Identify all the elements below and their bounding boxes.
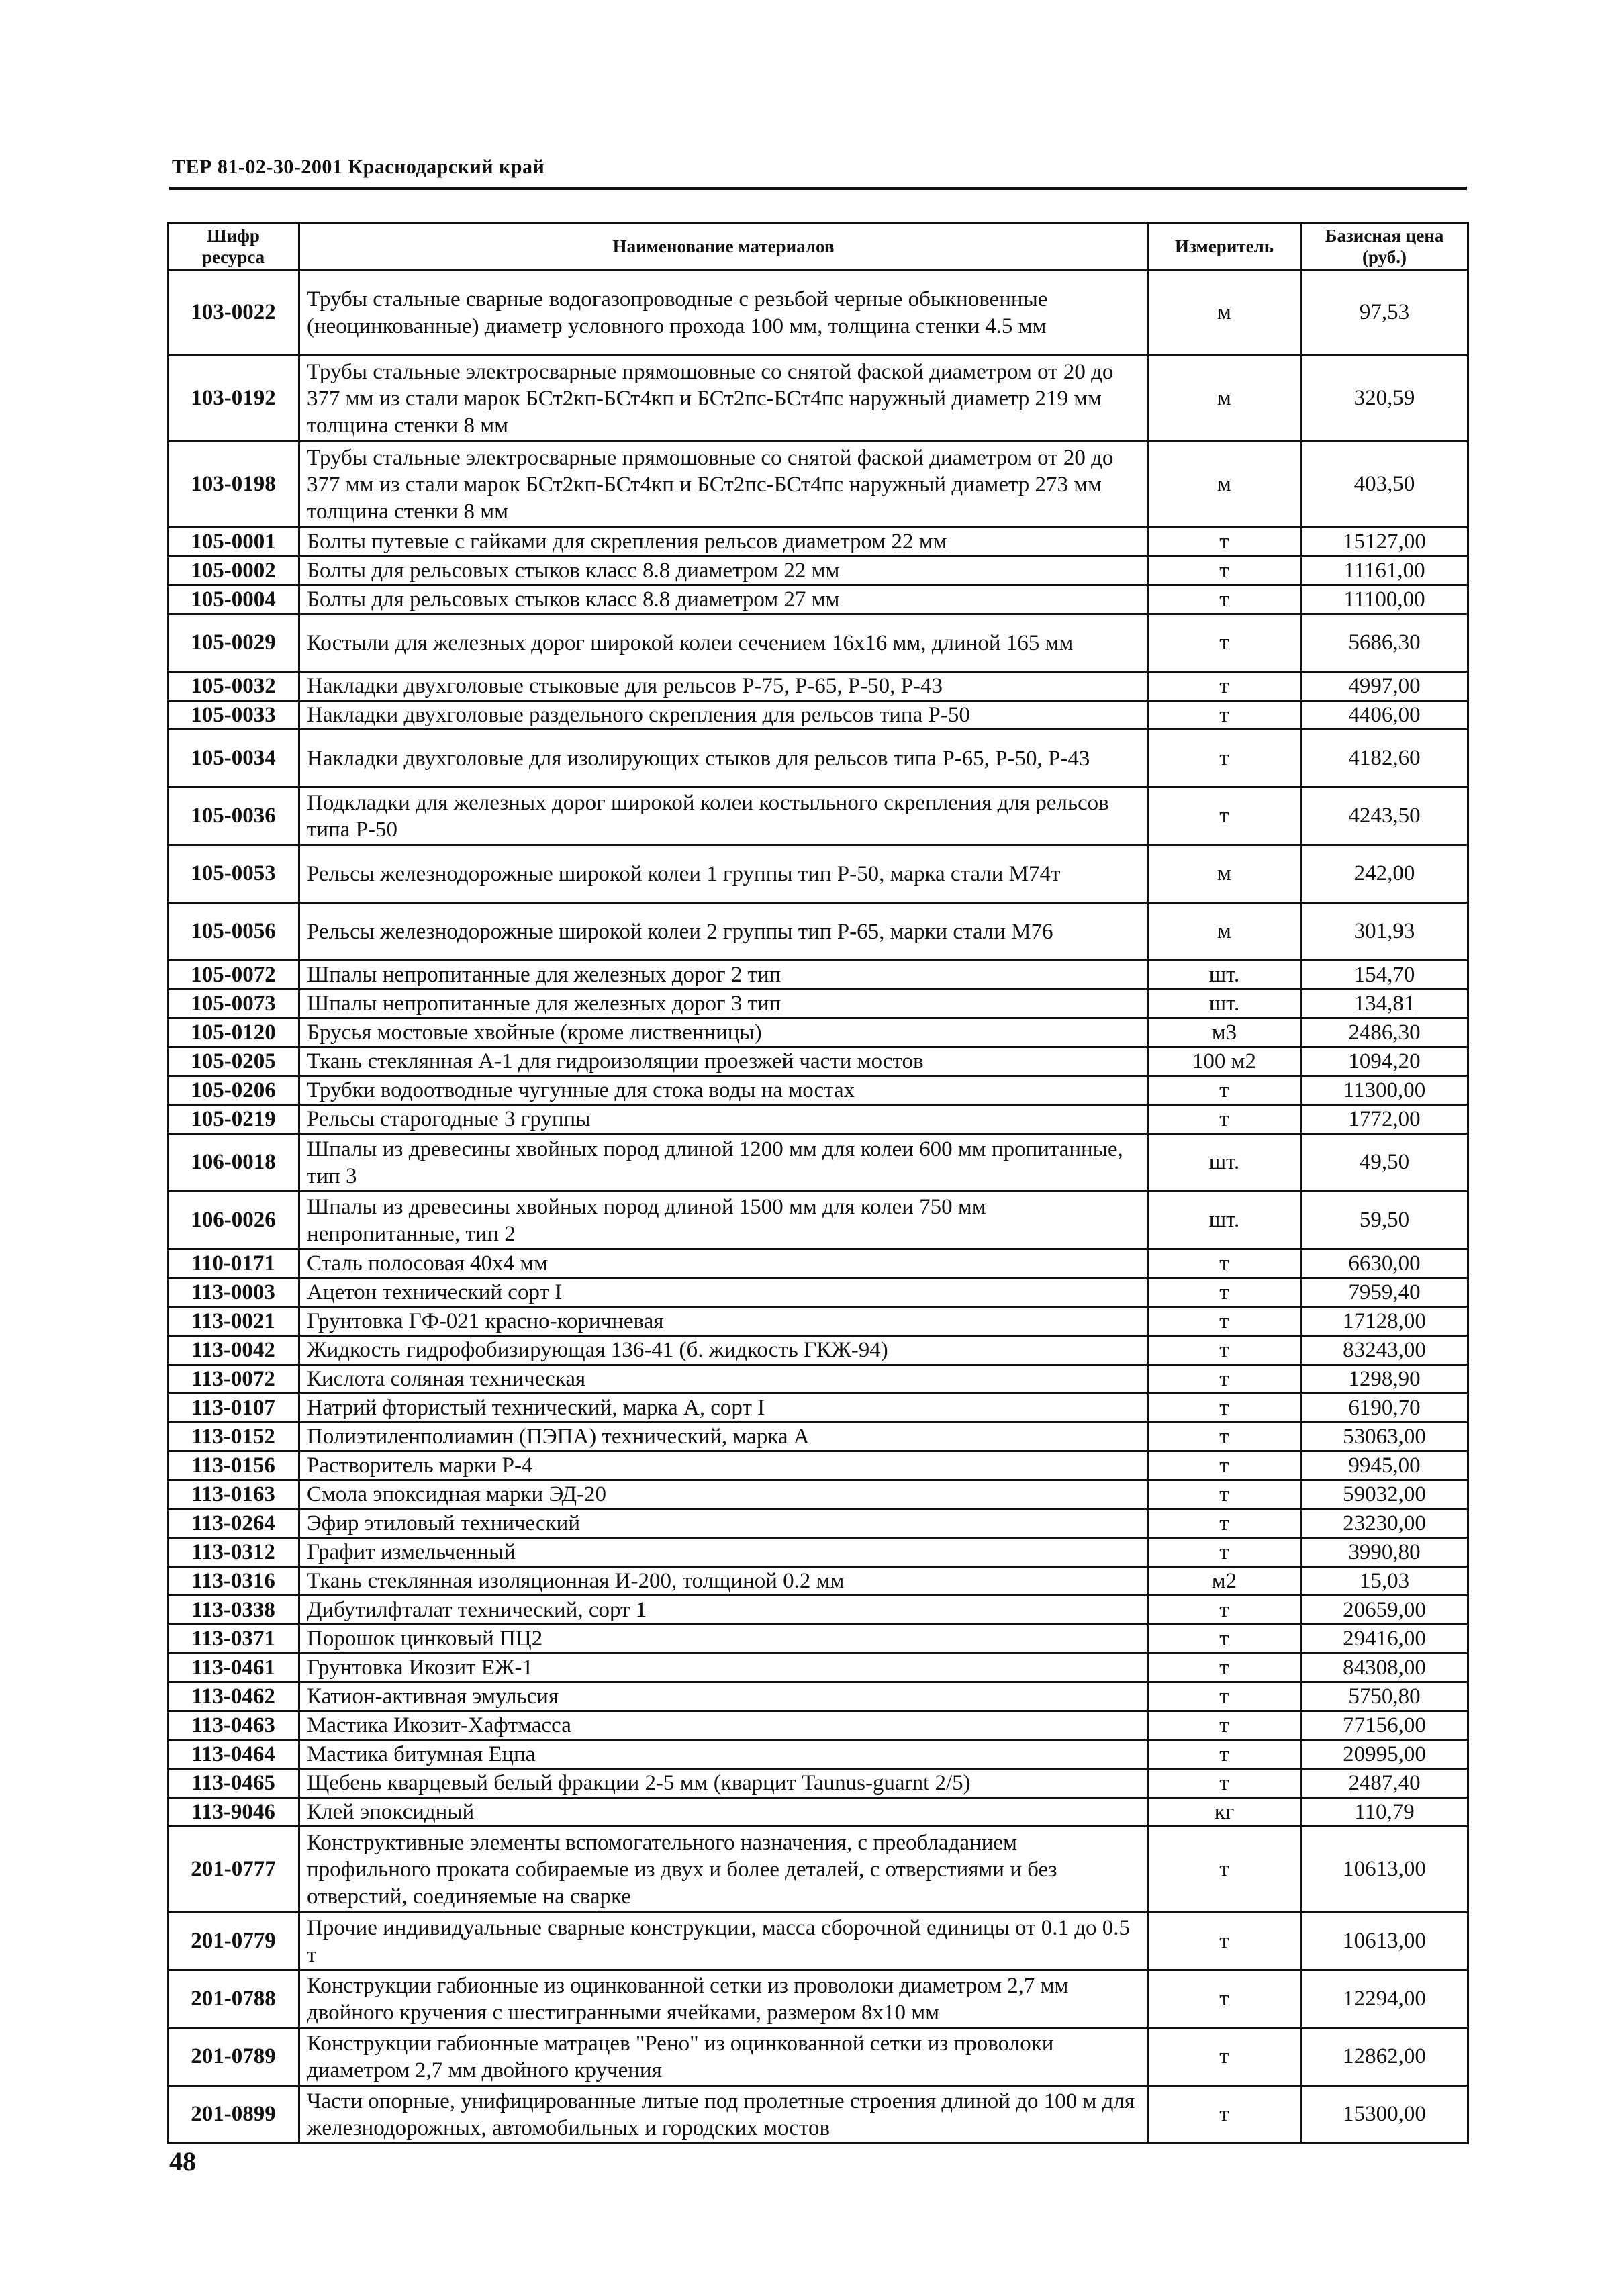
table-row — [168, 1192, 1468, 1249]
row-code: 105-0205 — [168, 1047, 299, 1076]
row-unit: т — [1148, 1913, 1301, 1970]
row-price: 17128,00 — [1301, 1307, 1468, 1336]
row-unit: м — [1148, 845, 1301, 903]
row-name: Накладки двухголовые раздельного скрепления для рельсов типа Р-50 — [299, 701, 1148, 730]
row-code: 201-0779 — [168, 1913, 299, 1970]
row-code: 113-0072 — [168, 1365, 299, 1394]
row-name: Графит измельченный — [299, 1538, 1148, 1567]
table-row — [168, 701, 1468, 730]
row-code: 113-0463 — [168, 1711, 299, 1740]
header-rule — [169, 187, 1467, 190]
row-unit: т — [1148, 1394, 1301, 1423]
row-unit: м3 — [1148, 1018, 1301, 1047]
row-name: Грунтовка Икозит ЕЖ-1 — [299, 1654, 1148, 1682]
row-unit: т — [1148, 1480, 1301, 1509]
row-code: 105-0034 — [168, 730, 299, 787]
row-price: 83243,00 — [1301, 1336, 1468, 1365]
row-code: 113-0464 — [168, 1740, 299, 1769]
row-price: 20995,00 — [1301, 1740, 1468, 1769]
row-unit: т — [1148, 1105, 1301, 1134]
row-code: 113-0316 — [168, 1567, 299, 1596]
row-code: 113-9046 — [168, 1798, 299, 1827]
row-name: Сталь полосовая 40х4 мм — [299, 1249, 1148, 1278]
table-row — [168, 1509, 1468, 1538]
row-code: 110-0171 — [168, 1249, 299, 1278]
table-row — [168, 1423, 1468, 1451]
row-name: Конструкции габионные матрацев "Рено" из оцинкованной сетки из проволоки диаметром 2,7 мм двойного кручения — [299, 2028, 1148, 2086]
row-price: 77156,00 — [1301, 1711, 1468, 1740]
row-unit: т — [1148, 1307, 1301, 1336]
row-code: 105-0001 — [168, 528, 299, 557]
table-row — [168, 1596, 1468, 1625]
table-row — [168, 585, 1468, 614]
row-code: 103-0192 — [168, 356, 299, 442]
table-row — [168, 845, 1468, 903]
table-row — [168, 1625, 1468, 1654]
row-name: Рельсы старогодные 3 группы — [299, 1105, 1148, 1134]
table-row — [168, 1538, 1468, 1567]
row-unit: шт. — [1148, 961, 1301, 990]
row-price: 4997,00 — [1301, 672, 1468, 701]
row-name: Щебень кварцевый белый фракции 2-5 мм (кварцит Taunus-guarnt 2/5) — [299, 1769, 1148, 1798]
row-price: 403,50 — [1301, 442, 1468, 528]
table-row — [168, 1307, 1468, 1336]
row-unit: м — [1148, 903, 1301, 961]
row-unit: т — [1148, 1423, 1301, 1451]
row-unit: т — [1148, 1827, 1301, 1913]
row-name: Порошок цинковый ПЦ2 — [299, 1625, 1148, 1654]
row-name: Брусья мостовые хвойные (кроме лиственницы) — [299, 1018, 1148, 1047]
row-name: Дибутилфталат технический, сорт 1 — [299, 1596, 1148, 1625]
row-code: 105-0029 — [168, 614, 299, 672]
row-unit: т — [1148, 1740, 1301, 1769]
row-price: 5750,80 — [1301, 1682, 1468, 1711]
table-row — [168, 1798, 1468, 1827]
row-price: 6630,00 — [1301, 1249, 1468, 1278]
table-row — [168, 442, 1468, 528]
row-code: 105-0056 — [168, 903, 299, 961]
row-name: Конструктивные элементы вспомогательного назначения, с преобладанием профильного проката собираемые из двух и более деталей, с отверстиями и без отверстий, соединяемые на сварке — [299, 1827, 1148, 1913]
table-row — [168, 1769, 1468, 1798]
table-row — [168, 1451, 1468, 1480]
document-header: ТЕР 81-02-30-2001 Краснодарский край — [172, 156, 545, 178]
row-code: 113-0338 — [168, 1596, 299, 1625]
row-name: Накладки двухголовые для изолирующих стыков для рельсов типа Р-65, Р-50, Р-43 — [299, 730, 1148, 787]
row-code: 113-0264 — [168, 1509, 299, 1538]
row-name: Ацетон технический сорт I — [299, 1278, 1148, 1307]
row-code: 201-0788 — [168, 1970, 299, 2028]
row-price: 2487,40 — [1301, 1769, 1468, 1798]
row-name: Кислота соляная техническая — [299, 1365, 1148, 1394]
row-price: 1298,90 — [1301, 1365, 1468, 1394]
row-unit: шт. — [1148, 1134, 1301, 1192]
row-name: Трубки водоотводные чугунные для стока воды на мостах — [299, 1076, 1148, 1105]
row-price: 4182,60 — [1301, 730, 1468, 787]
row-unit: т — [1148, 1076, 1301, 1105]
row-unit: т — [1148, 1970, 1301, 2028]
table-row — [168, 1278, 1468, 1307]
row-unit: т — [1148, 1654, 1301, 1682]
row-name: Трубы стальные электросварные прямошовные со снятой фаской диаметром от 20 до 377 мм из стали марок БСт2кп-БСт4кп и БСт2пс-БСт4пс наружный диаметр 219 мм толщина стенки 8 мм — [299, 356, 1148, 442]
row-price: 10613,00 — [1301, 1913, 1468, 1970]
row-price: 110,79 — [1301, 1798, 1468, 1827]
table-row — [168, 672, 1468, 701]
row-code: 113-0003 — [168, 1278, 299, 1307]
row-unit: т — [1148, 1509, 1301, 1538]
row-unit: т — [1148, 730, 1301, 787]
row-price: 242,00 — [1301, 845, 1468, 903]
row-name: Натрий фтористый технический, марка А, сорт I — [299, 1394, 1148, 1423]
row-code: 105-0072 — [168, 961, 299, 990]
row-code: 106-0026 — [168, 1192, 299, 1249]
row-name: Клей эпоксидный — [299, 1798, 1148, 1827]
table-row — [168, 1827, 1468, 1913]
row-price: 49,50 — [1301, 1134, 1468, 1192]
row-price: 23230,00 — [1301, 1509, 1468, 1538]
row-code: 105-0032 — [168, 672, 299, 701]
row-price: 12862,00 — [1301, 2028, 1468, 2086]
row-name: Шпалы из древесины хвойных пород длиной 1500 мм для колеи 750 мм непропитанные, тип 2 — [299, 1192, 1148, 1249]
row-name: Жидкость гидрофобизирующая 136-41 (б. жидкость ГКЖ-94) — [299, 1336, 1148, 1365]
table-row — [168, 356, 1468, 442]
row-unit: т — [1148, 1365, 1301, 1394]
table-row — [168, 1365, 1468, 1394]
page-number: 48 — [169, 2146, 196, 2177]
row-name: Шпалы непропитанные для железных дорог 3 тип — [299, 990, 1148, 1018]
row-price: 59,50 — [1301, 1192, 1468, 1249]
row-price: 84308,00 — [1301, 1654, 1468, 1682]
row-unit: кг — [1148, 1798, 1301, 1827]
row-unit: т — [1148, 614, 1301, 672]
row-code: 113-0461 — [168, 1654, 299, 1682]
row-code: 113-0152 — [168, 1423, 299, 1451]
table-row — [168, 528, 1468, 557]
row-name: Конструкции габионные из оцинкованной сетки из проволоки диаметром 2,7 мм двойного кручения с шестигранными ячейками, размером 8х10 мм — [299, 1970, 1148, 2028]
row-name: Катион-активная эмульсия — [299, 1682, 1148, 1711]
row-code: 113-0107 — [168, 1394, 299, 1423]
row-code: 113-0371 — [168, 1625, 299, 1654]
table-row — [168, 1682, 1468, 1711]
table-row — [168, 1394, 1468, 1423]
row-price: 10613,00 — [1301, 1827, 1468, 1913]
row-name: Полиэтиленполиамин (ПЭПА) технический, марка А — [299, 1423, 1148, 1451]
row-unit: 100 м2 — [1148, 1047, 1301, 1076]
row-name: Рельсы железнодорожные широкой колеи 1 группы тип Р-50, марка стали М74т — [299, 845, 1148, 903]
col-header-price: Базисная цена (руб.) — [1301, 223, 1468, 270]
row-unit: т — [1148, 1278, 1301, 1307]
row-price: 4243,50 — [1301, 787, 1468, 845]
row-price: 97,53 — [1301, 270, 1468, 356]
row-name: Болты для рельсовых стыков класс 8.8 диаметром 22 мм — [299, 557, 1148, 585]
row-price: 11161,00 — [1301, 557, 1468, 585]
row-unit: т — [1148, 1538, 1301, 1567]
materials-table — [167, 222, 1469, 2144]
table-row — [168, 990, 1468, 1018]
table-row — [168, 1249, 1468, 1278]
row-code: 105-0004 — [168, 585, 299, 614]
row-code: 201-0899 — [168, 2086, 299, 2144]
table-row — [168, 1047, 1468, 1076]
row-name: Прочие индивидуальные сварные конструкции, масса сборочной единицы от 0.1 до 0.5 т — [299, 1913, 1148, 1970]
row-price: 6190,70 — [1301, 1394, 1468, 1423]
row-unit: т — [1148, 2028, 1301, 2086]
row-unit: шт. — [1148, 1192, 1301, 1249]
row-price: 15127,00 — [1301, 528, 1468, 557]
row-name: Шпалы непропитанные для железных дорог 2 тип — [299, 961, 1148, 990]
row-name: Трубы стальные электросварные прямошовные со снятой фаской диаметром от 20 до 377 мм из стали марок БСт2кп-БСт4кп и БСт2пс-БСт4пс наружный диаметр 273 мм толщина стенки 8 мм — [299, 442, 1148, 528]
row-code: 113-0163 — [168, 1480, 299, 1509]
row-code: 113-0465 — [168, 1769, 299, 1798]
row-unit: т — [1148, 701, 1301, 730]
row-code: 106-0018 — [168, 1134, 299, 1192]
row-code: 105-0219 — [168, 1105, 299, 1134]
row-unit: т — [1148, 2086, 1301, 2144]
row-unit: т — [1148, 1451, 1301, 1480]
row-name: Трубы стальные сварные водогазопроводные с резьбой черные обыкновенные (неоцинкованные) диаметр условного прохода 100 мм, толщина стенки 4.5 мм — [299, 270, 1148, 356]
row-price: 20659,00 — [1301, 1596, 1468, 1625]
row-name: Эфир этиловый технический — [299, 1509, 1148, 1538]
row-code: 105-0002 — [168, 557, 299, 585]
table-row — [168, 1480, 1468, 1509]
row-price: 9945,00 — [1301, 1451, 1468, 1480]
table-row — [168, 730, 1468, 787]
table-row — [168, 1913, 1468, 1970]
row-unit: т — [1148, 585, 1301, 614]
table-row — [168, 1018, 1468, 1047]
table-row — [168, 2086, 1468, 2144]
row-price: 15,03 — [1301, 1567, 1468, 1596]
row-code: 113-0021 — [168, 1307, 299, 1336]
table-row — [168, 903, 1468, 961]
table-row — [168, 1970, 1468, 2028]
row-unit: т — [1148, 1769, 1301, 1798]
row-code: 105-0206 — [168, 1076, 299, 1105]
row-code: 103-0022 — [168, 270, 299, 356]
row-name: Грунтовка ГФ-021 красно-коричневая — [299, 1307, 1148, 1336]
row-price: 5686,30 — [1301, 614, 1468, 672]
table-row — [168, 1740, 1468, 1769]
row-price: 134,81 — [1301, 990, 1468, 1018]
row-name: Накладки двухголовые стыковые для рельсов Р-75, Р-65, Р-50, Р-43 — [299, 672, 1148, 701]
table-row — [168, 1336, 1468, 1365]
row-unit: м — [1148, 442, 1301, 528]
col-header-unit: Измеритель — [1148, 223, 1301, 270]
table-row — [168, 1567, 1468, 1596]
row-name: Мастика битумная Ецпа — [299, 1740, 1148, 1769]
table-row — [168, 1711, 1468, 1740]
row-unit: т — [1148, 787, 1301, 845]
row-name: Растворитель марки Р-4 — [299, 1451, 1148, 1480]
row-unit: т — [1148, 1336, 1301, 1365]
row-code: 105-0073 — [168, 990, 299, 1018]
row-unit: м — [1148, 270, 1301, 356]
row-code: 105-0053 — [168, 845, 299, 903]
row-price: 11100,00 — [1301, 585, 1468, 614]
row-code: 113-0312 — [168, 1538, 299, 1567]
table-row — [168, 1076, 1468, 1105]
row-code: 201-0777 — [168, 1827, 299, 1913]
row-unit: т — [1148, 528, 1301, 557]
row-unit: т — [1148, 1711, 1301, 1740]
row-code: 113-0462 — [168, 1682, 299, 1711]
row-price: 4406,00 — [1301, 701, 1468, 730]
table-row — [168, 2028, 1468, 2086]
row-price: 12294,00 — [1301, 1970, 1468, 2028]
row-price: 15300,00 — [1301, 2086, 1468, 2144]
row-code: 113-0042 — [168, 1336, 299, 1365]
row-name: Шпалы из древесины хвойных пород длиной 1200 мм для колеи 600 мм пропитанные, тип 3 — [299, 1134, 1148, 1192]
row-price: 53063,00 — [1301, 1423, 1468, 1451]
row-name: Болты путевые с гайками для скрепления рельсов диаметром 22 мм — [299, 528, 1148, 557]
table-row — [168, 1134, 1468, 1192]
row-code: 103-0198 — [168, 442, 299, 528]
row-price: 59032,00 — [1301, 1480, 1468, 1509]
row-unit: м — [1148, 356, 1301, 442]
row-price: 1772,00 — [1301, 1105, 1468, 1134]
row-unit: шт. — [1148, 990, 1301, 1018]
row-price: 320,59 — [1301, 356, 1468, 442]
row-unit: т — [1148, 672, 1301, 701]
row-name: Мастика Икозит-Хафтмасса — [299, 1711, 1148, 1740]
row-name: Болты для рельсовых стыков класс 8.8 диаметром 27 мм — [299, 585, 1148, 614]
row-price: 2486,30 — [1301, 1018, 1468, 1047]
row-unit: м2 — [1148, 1567, 1301, 1596]
row-name: Ткань стеклянная изоляционная И-200, толщиной 0.2 мм — [299, 1567, 1148, 1596]
table-row — [168, 557, 1468, 585]
table-row — [168, 614, 1468, 672]
table-row — [168, 1654, 1468, 1682]
table-row — [168, 1105, 1468, 1134]
table-body — [168, 270, 1468, 2144]
row-name: Смола эпоксидная марки ЭД-20 — [299, 1480, 1148, 1509]
row-unit: т — [1148, 557, 1301, 585]
row-price: 1094,20 — [1301, 1047, 1468, 1076]
row-name: Ткань стеклянная А-1 для гидроизоляции проезжей части мостов — [299, 1047, 1148, 1076]
row-unit: т — [1148, 1249, 1301, 1278]
table-row — [168, 787, 1468, 845]
row-price: 3990,80 — [1301, 1538, 1468, 1567]
col-header-code: Шифр ресурса — [168, 223, 299, 270]
row-name: Костыли для железных дорог широкой колеи сечением 16х16 мм, длиной 165 мм — [299, 614, 1148, 672]
row-price: 154,70 — [1301, 961, 1468, 990]
row-price: 301,93 — [1301, 903, 1468, 961]
row-code: 113-0156 — [168, 1451, 299, 1480]
table-row — [168, 961, 1468, 990]
row-unit: т — [1148, 1682, 1301, 1711]
row-price: 7959,40 — [1301, 1278, 1468, 1307]
row-name: Подкладки для железных дорог широкой колеи костыльного скрепления для рельсов типа Р-50 — [299, 787, 1148, 845]
row-unit: т — [1148, 1625, 1301, 1654]
row-code: 105-0120 — [168, 1018, 299, 1047]
table-row — [168, 270, 1468, 356]
row-unit: т — [1148, 1596, 1301, 1625]
row-price: 11300,00 — [1301, 1076, 1468, 1105]
row-name: Рельсы железнодорожные широкой колеи 2 группы тип Р-65, марки стали М76 — [299, 903, 1148, 961]
row-price: 29416,00 — [1301, 1625, 1468, 1654]
col-header-name: Наименование материалов — [299, 223, 1148, 270]
table-header-row — [168, 223, 1468, 270]
row-code: 105-0036 — [168, 787, 299, 845]
row-code: 105-0033 — [168, 701, 299, 730]
row-name: Части опорные, унифицированные литые под пролетные строения длиной до 100 м для железнодорожных, автомобильных и городских мостов — [299, 2086, 1148, 2144]
row-code: 201-0789 — [168, 2028, 299, 2086]
